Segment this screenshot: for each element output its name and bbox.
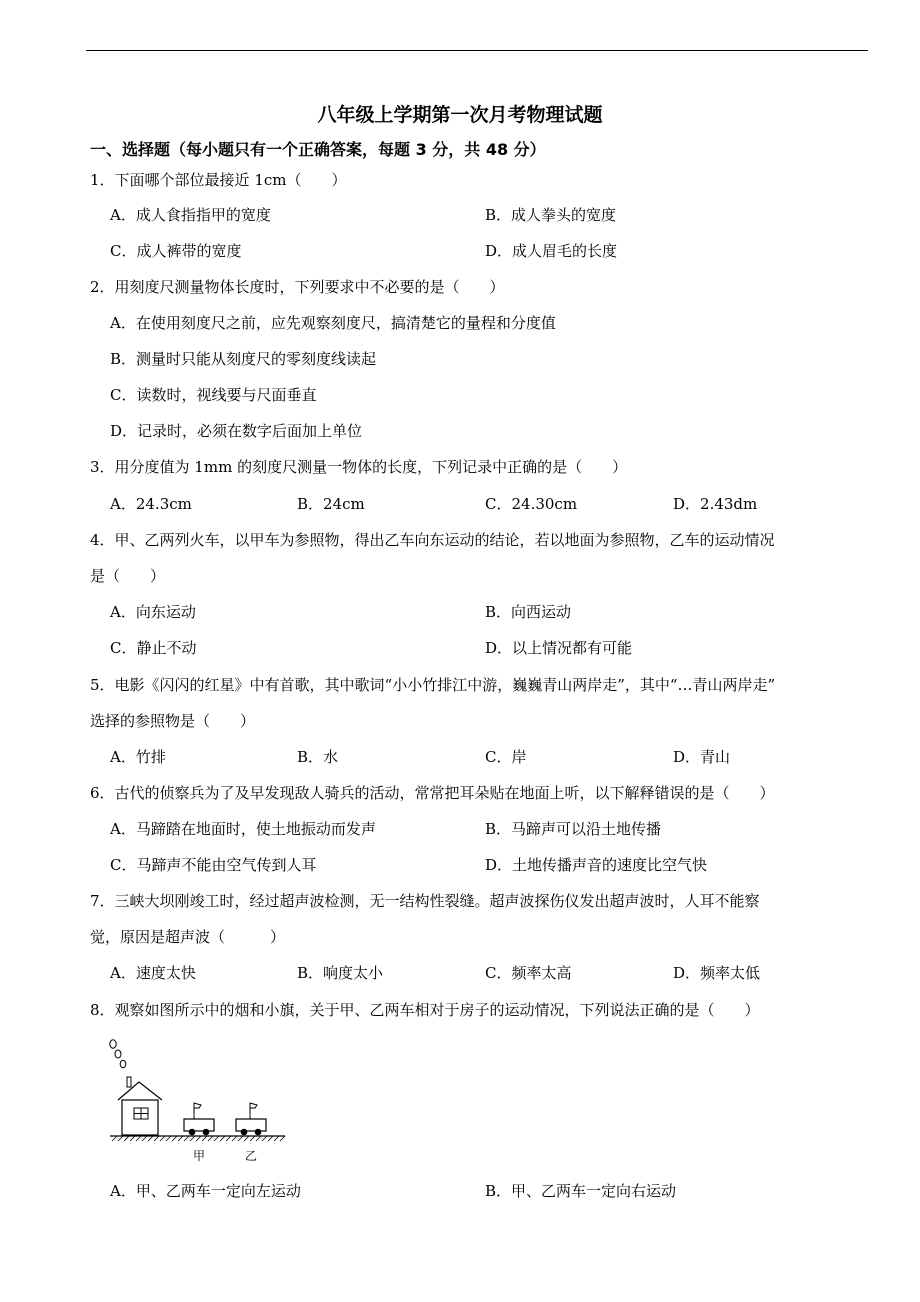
question-2-option-b[interactable]: B．测量时只能从刻度尺的零刻度线读起 <box>110 350 377 368</box>
question-7-option-d[interactable]: D．频率太低 <box>673 964 761 982</box>
question-5-stem-line2: 选择的参照物是（ ） <box>90 712 256 730</box>
question-6-option-a[interactable]: A．马蹄踏在地面时，使土地振动而发声 <box>110 820 376 838</box>
question-8-stem: 8．观察如图所示中的烟和小旗，关于甲、乙两车相对于房子的运动情况，下列说法正确的是（ ） <box>90 1001 760 1019</box>
header-rule <box>86 50 868 51</box>
question-7-option-a[interactable]: A．速度太快 <box>110 964 196 982</box>
question-4-option-b[interactable]: B．向西运动 <box>485 603 572 621</box>
question-1-option-c[interactable]: C．成人裤带的宽度 <box>110 242 242 260</box>
question-5-option-d[interactable]: D．青山 <box>673 748 731 766</box>
page-title: 八年级上学期第一次月考物理试题 <box>317 104 603 126</box>
car-jia <box>184 1103 214 1135</box>
question-6-stem: 6．古代的侦察兵为了及早发现敌人骑兵的活动，常常把耳朵贴在地面上听，以下解释错误的是（ ） <box>90 784 775 802</box>
question-2-option-d[interactable]: D．记录时，必须在数字后面加上单位 <box>110 422 363 440</box>
smoke-puff <box>120 1060 126 1068</box>
house-body <box>122 1100 158 1135</box>
label-yi: 乙 <box>245 1149 258 1163</box>
question-4-option-a[interactable]: A．向东运动 <box>110 603 196 621</box>
figure-illustration <box>105 1034 295 1164</box>
smoke-puff <box>115 1050 121 1058</box>
question-7-stem-line2: 觉，原因是超声波（ ） <box>90 928 286 946</box>
house-roof <box>118 1082 162 1100</box>
question-4-option-d[interactable]: D．以上情况都有可能 <box>485 639 633 657</box>
question-3-option-c[interactable]: C．24.30cm <box>485 495 578 513</box>
question-4-stem-line1: 4．甲、乙两列火车，以甲车为参照物，得出乙车向东运动的结论，若以地面为参照物，乙车的运动情况 <box>90 531 775 549</box>
question-1-option-a[interactable]: A．成人食指指甲的宽度 <box>110 206 271 224</box>
question-6-option-b[interactable]: B．马蹄声可以沿土地传播 <box>485 820 662 838</box>
question-2-option-c[interactable]: C．读数时，视线要与尺面垂直 <box>110 386 317 404</box>
question-6-option-c[interactable]: C．马蹄声不能由空气传到人耳 <box>110 856 317 874</box>
question-5-option-a[interactable]: A．竹排 <box>110 748 166 766</box>
question-4-stem-line2: 是（ ） <box>90 567 166 585</box>
question-3-option-b[interactable]: B．24cm <box>297 495 365 513</box>
question-2-stem: 2．用刻度尺测量物体长度时，下列要求中不必要的是（ ） <box>90 278 505 296</box>
question-5-stem-line1: 5．电影《闪闪的红星》中有首歌，其中歌词“小小竹排江中游，巍巍青山两岸走”，其中“…青山两岸走” <box>90 676 776 694</box>
question-6-option-d[interactable]: D．土地传播声音的速度比空气快 <box>485 856 708 874</box>
question-3-stem: 3．用分度值为 1mm 的刻度尺测量一物体的长度，下列记录中正确的是（ ） <box>90 458 628 476</box>
question-1-option-b[interactable]: B．成人拳头的宽度 <box>485 206 617 224</box>
car-yi <box>236 1103 266 1135</box>
question-1-option-d[interactable]: D．成人眉毛的长度 <box>485 242 618 260</box>
label-jia: 甲 <box>193 1149 206 1163</box>
smoke-flag-figure <box>105 1034 295 1164</box>
chimney <box>127 1077 131 1087</box>
question-5-option-c[interactable]: C．岸 <box>485 748 527 766</box>
question-4-option-c[interactable]: C．静止不动 <box>110 639 197 657</box>
question-8-option-b[interactable]: B．甲、乙两车一定向右运动 <box>485 1182 677 1200</box>
question-7-stem-line1: 7．三峡大坝刚竣工时，经过超声波检测，无一结构性裂缝。超声波探伤仪发出超声波时，人耳不能察 <box>90 892 760 910</box>
flag-jia <box>194 1103 201 1108</box>
question-2-option-a[interactable]: A．在使用刻度尺之前，应先观察刻度尺，搞清楚它的量程和分度值 <box>110 314 556 332</box>
section-heading: 一、选择题（每小题只有一个正确答案，每题 3 分，共 48 分） <box>90 140 546 159</box>
question-1-stem: 1．下面哪个部位最接近 1cm（ ） <box>90 171 347 189</box>
question-5-option-b[interactable]: B．水 <box>297 748 339 766</box>
question-8-option-a[interactable]: A．甲、乙两车一定向左运动 <box>110 1182 301 1200</box>
flag-yi <box>250 1103 257 1108</box>
question-7-option-c[interactable]: C．频率太高 <box>485 964 572 982</box>
question-7-option-b[interactable]: B．响度太小 <box>297 964 384 982</box>
smoke-puff <box>110 1040 116 1048</box>
question-3-option-a[interactable]: A．24.3cm <box>110 495 192 513</box>
ground-hatching <box>112 1136 285 1141</box>
question-3-option-d[interactable]: D．2.43dm <box>673 495 758 513</box>
